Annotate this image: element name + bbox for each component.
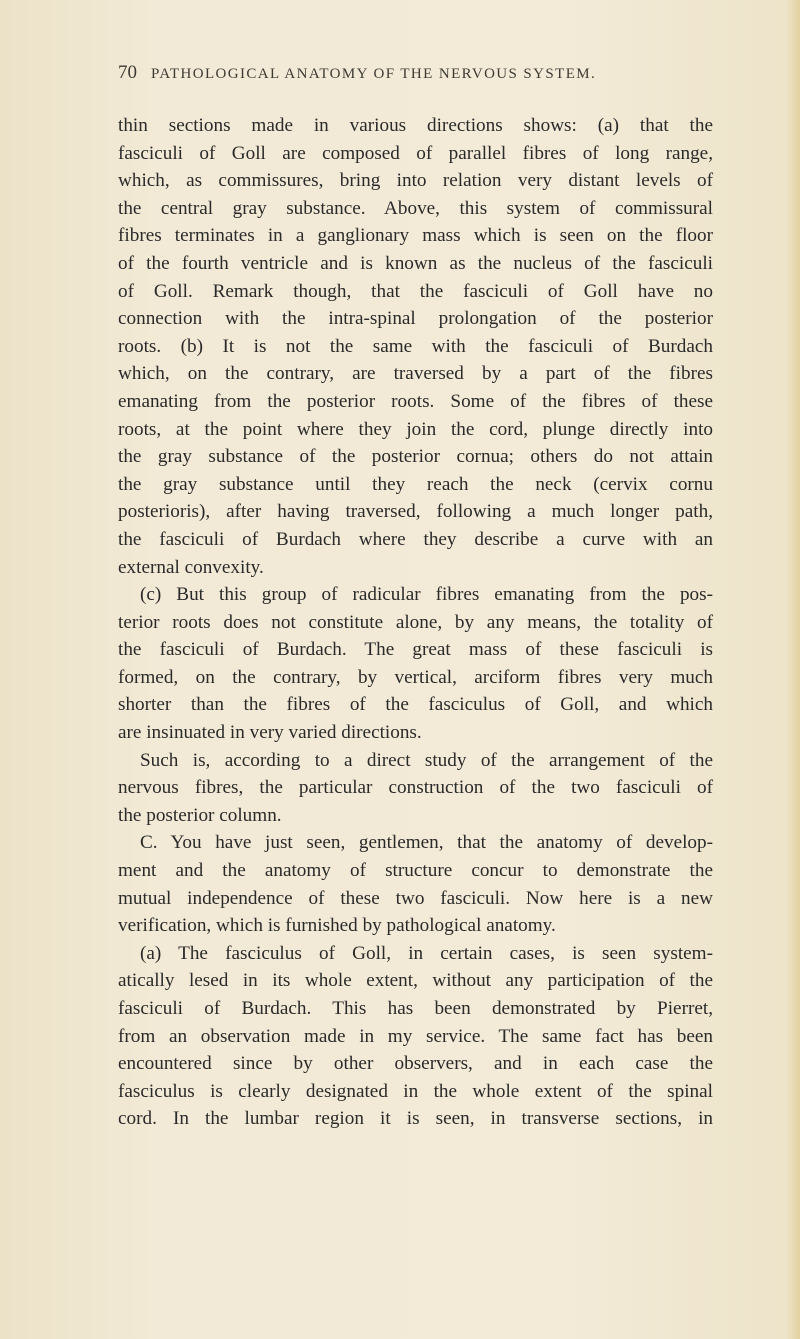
text-line: the gray substance until they reach the neck (cervix cornu bbox=[118, 473, 713, 495]
text-line: roots. (b) It is not the same with the fasciculi of Burdach bbox=[118, 335, 713, 357]
text-line: shorter than the fibres of the fasciculus of Goll, and which bbox=[118, 694, 713, 716]
text-line: mutual independence of these two fasciculi. Now here is a new bbox=[118, 887, 713, 909]
text-line: atically lesed in its whole extent, without any participation of the bbox=[118, 970, 713, 992]
text-line: (c) But this group of radicular fibres emanating from the pos- bbox=[140, 584, 713, 606]
text-line: the gray substance of the posterior cornua; others do not attain bbox=[118, 446, 713, 468]
running-head-title: PATHOLOGICAL ANATOMY OF THE NERVOUS SYSTEM. bbox=[151, 66, 597, 82]
text-line: connection with the intra-spinal prolongation of the posterior bbox=[118, 308, 713, 330]
text-line: fasciculus is clearly designated in the whole extent of the spinal bbox=[118, 1080, 713, 1102]
text-line: terior roots does not constitute alone, by any means, the totality of bbox=[118, 611, 713, 633]
text-line: roots, at the point where they join the cord, plunge directly into bbox=[118, 418, 713, 440]
text-line: cord. In the lumbar region it is seen, in transverse sections, in bbox=[118, 1108, 713, 1130]
text-line: C. You have just seen, gentlemen, that the anatomy of develop- bbox=[140, 832, 713, 854]
text-line: external convexity. bbox=[118, 556, 264, 578]
text-line: of the fourth ventricle and is known as the nucleus of the fasciculi bbox=[118, 252, 713, 274]
text-line: thin sections made in various directions shows: (a) that the bbox=[118, 115, 713, 136]
text-line: the posterior column. bbox=[118, 804, 282, 826]
text-line: Such is, according to a direct study of the arrangement of the bbox=[140, 749, 713, 771]
text-line: are insinuated in very varied directions. bbox=[118, 722, 422, 744]
text-line: posterioris), after having traversed, following a much longer path, bbox=[118, 501, 713, 523]
text-line: fibres terminates in a ganglionary mass which is seen on the floor bbox=[118, 225, 713, 247]
text-line: the central gray substance. Above, this system of commissural bbox=[118, 197, 713, 219]
running-head bbox=[118, 62, 778, 84]
text-line: fasciculi of Goll are composed of parallel fibres of long range, bbox=[118, 142, 713, 164]
text-line: which, on the contrary, are traversed by a part of the fibres bbox=[118, 363, 713, 385]
text-line: fasciculi of Burdach. This has been demonstrated by Pierret, bbox=[118, 998, 713, 1019]
text-line: the fasciculi of Burdach. The great mass of these fasciculi is bbox=[118, 639, 713, 661]
text-line: of Goll. Remark though, that the fasciculi of Goll have no bbox=[118, 280, 713, 302]
text-line: nervous fibres, the particular construction of the two fasciculi of bbox=[118, 777, 713, 799]
page-number: 70 bbox=[118, 62, 137, 83]
text-line: from an observation made in my service. The same fact has been bbox=[118, 1025, 713, 1047]
text-line: which, as commissures, bring into relation very distant levels of bbox=[118, 170, 713, 192]
text-line: verification, which is furnished by pathological anatomy. bbox=[118, 915, 556, 937]
text-line: emanating from the posterior roots. Some of the fibres of these bbox=[118, 390, 713, 412]
text-line: encountered since by other observers, and in each case the bbox=[118, 1053, 713, 1075]
text-line: (a) The fasciculus of Goll, in certain cases, is seen system- bbox=[140, 942, 713, 964]
body-text bbox=[118, 112, 713, 1133]
text-line: the fasciculi of Burdach where they describe a curve with an bbox=[118, 528, 713, 550]
text-line: formed, on the contrary, by vertical, arciform fibres very much bbox=[118, 666, 713, 688]
page-edge-shading bbox=[786, 0, 800, 1339]
text-line: ment and the anatomy of structure concur to demonstrate the bbox=[118, 860, 713, 882]
